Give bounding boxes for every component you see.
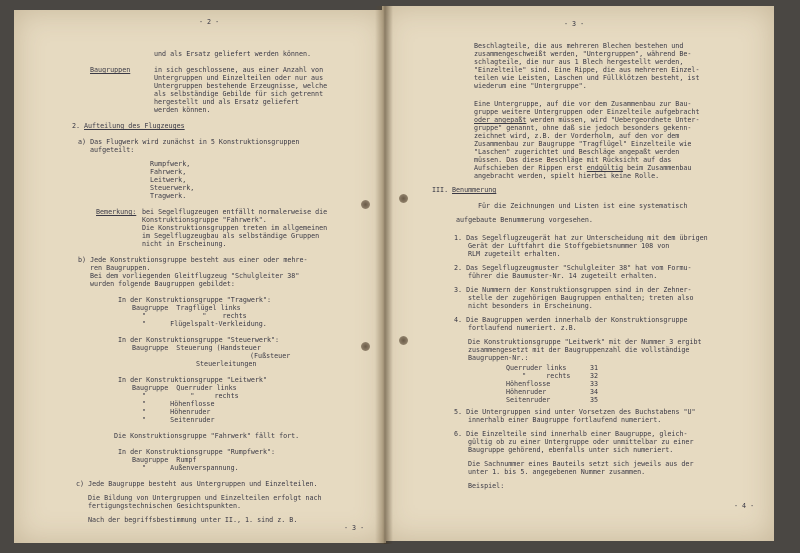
text-line: bei Segelflugzeugen entfällt normalerweise die <box>142 208 328 216</box>
text-line: zusammengeschweißt werden, "Untergruppen", während Be- <box>474 50 692 58</box>
underlined-text: oder angepaßt <box>474 116 527 124</box>
text-line: teilen wie Leisten, Laschen und Füllklötzen besteht, ist <box>474 74 700 82</box>
text-line: stelle der zugehörigen Baugruppen enthalten; treten also <box>468 294 694 302</box>
text-line: Beschlagteile, die aus mehreren Blechen bestehen und <box>474 42 684 50</box>
text-line: aufgebaute Benummerung vorgesehen. <box>456 216 593 224</box>
text-line: Untergruppen bestehende Erzeugnisse, welche <box>154 82 328 90</box>
page-header: - 2 - <box>199 18 220 26</box>
text-line: " Flügelspalt-Verkleidung. <box>142 320 267 328</box>
text-line: Untergruppen und Einzelteilen oder nur aus <box>154 74 324 82</box>
text-line: " " rechts <box>142 312 247 320</box>
text-line: werden können. <box>154 106 211 114</box>
text-line: Steuerleitungen <box>196 360 257 368</box>
left-page <box>14 10 386 543</box>
text-line: " Außenverspannung. <box>142 464 239 472</box>
text-line: Die Konstruktionsgruppe "Leitwerk" mit der Nummer 3 ergibt <box>468 338 702 346</box>
text-line: fortlaufend numeriert. z.B. <box>468 324 577 332</box>
text-line: fertigungstechnischen Gesichtspunkten. <box>88 502 241 510</box>
text-line: In der Konstruktionsgruppe "Leitwerk" <box>118 376 267 384</box>
punch-hole <box>361 200 370 209</box>
text-line: führer die Baumuster-Nr. 14 zugeteilt erhalten. <box>468 272 658 280</box>
section-title: Benummerung <box>452 186 497 194</box>
table-row-name: Höhenflosse <box>506 380 551 388</box>
table-row-number: 32 <box>590 372 599 380</box>
text-line: zusammengesetzt mit der Baugruppenzahl die vollständige <box>468 346 690 354</box>
text-line: Baugruppe gehörend, ebenfalls unter sich numeriert. <box>468 446 674 454</box>
text-line: Die Konstruktionsgruppe "Fahrwerk" fällt fort. <box>114 432 300 440</box>
punch-hole <box>399 194 408 203</box>
text-line: "Laschen" zugerichtet und Beschläge angepaßt werden <box>474 148 680 156</box>
text-line: schlagteile, die nur aus 1 Blech hergestellt werden, <box>474 58 684 66</box>
table-row-number: 31 <box>590 364 599 372</box>
text-line: zeichnet wird, z.B. der Vorderholm, auf den vor dem <box>474 132 680 140</box>
text-line: Die Sachnummer eines Bauteils setzt sich jeweils aus der <box>468 460 694 468</box>
punch-hole <box>399 336 408 345</box>
text-line: Baugruppe Tragflügel links <box>132 304 241 312</box>
text-line: Nach der begriffsbestimmung unter II., 1. sind z. B. <box>88 516 298 524</box>
right-page <box>382 6 774 541</box>
text-line: als selbständige Gebilde für sich getrennt <box>154 90 324 98</box>
list-item: Leitwerk, <box>150 176 187 184</box>
table-row-name: Seitenruder <box>506 396 551 404</box>
underlined-text: endgültig <box>586 164 623 172</box>
text-line: Beispiel: <box>468 482 505 490</box>
text-line: 2. Das Segelflugzeugmuster "Schulgleiter 38" hat vom Formu- <box>454 264 692 272</box>
text-line: aufgeteilt: <box>90 146 135 154</box>
text-line: oder angepaßt werden müssen, wird "Uebergeordnete Unter- <box>474 116 700 124</box>
text-line: gruppe weitere Untergruppen oder Einzelteile aufgebracht <box>474 108 700 116</box>
table-row-name: " rechts <box>506 372 571 380</box>
text-line: a) Das Flugwerk wird zunächst in 5 Konstruktionsgruppen <box>78 138 300 146</box>
table-row-name: Höhenruder <box>506 388 547 396</box>
table-row-number: 34 <box>590 388 599 396</box>
section-number: III. <box>432 186 449 194</box>
text-line: ren Baugruppen. <box>90 264 151 272</box>
section-title: Aufteilung des Flugzeuges <box>84 122 185 130</box>
text-line: " " rechts <box>142 392 239 400</box>
text-line: Baugruppe Querruder links <box>132 384 237 392</box>
table-row-number: 33 <box>590 380 599 388</box>
book-spine <box>375 6 393 544</box>
text-line: und als Ersatz geliefert werden können. <box>154 50 312 58</box>
text-line: 6. Die Einzelteile sind innerhalb einer Baugruppe, gleich- <box>454 430 688 438</box>
text-line: Für die Zeichnungen und Listen ist eine systematisch <box>478 202 688 210</box>
text-line: In der Konstruktionsgruppe "Rumpfwerk": <box>118 448 276 456</box>
text-line: c) Jede Baugruppe besteht aus Untergruppen und Einzelteilen. <box>76 480 318 488</box>
text-line: in sich geschlossene, aus einer Anzahl von <box>154 66 324 74</box>
list-item: Rumpfwerk, <box>150 160 191 168</box>
text-line: b) Jede Konstruktionsgruppe besteht aus einer oder mehre- <box>78 256 308 264</box>
term-label: Baugruppen <box>90 66 131 74</box>
text-line: 1. Das Segelflugzeugerät hat zur Unterscheidung mit dem übrigen <box>454 234 708 242</box>
text-line: Gerät der Luftfahrt die Stoffgebietsnummer 108 von <box>468 242 670 250</box>
text-line: im Segelflugzeugbau als selbständige Gruppen <box>142 232 320 240</box>
text-line: " Höhenruder <box>142 408 211 416</box>
list-item: Fahrwerk, <box>150 168 187 176</box>
text-line: Baugruppe Steuerung (Handsteuer <box>132 344 261 352</box>
text-line: RLM zugeteilt erhalten. <box>468 250 561 258</box>
list-item: Steuerwerk, <box>150 184 195 192</box>
text-line: " Höhenflosse <box>142 400 215 408</box>
text-line: nicht in Erscheinung. <box>142 240 227 248</box>
text-line: Eine Untergruppe, auf die vor dem Zusammenbau zur Bau- <box>474 100 692 108</box>
text-line: 5. Die Untergruppen sind unter Vorsetzen des Buchstabens "U" <box>454 408 696 416</box>
page-header: - 3 - <box>564 20 585 28</box>
text-line: " Seitenruder <box>142 416 215 424</box>
text-line: nicht besonders in Erscheinung. <box>468 302 593 310</box>
text-line: "Einzelteile" sind. Eine Rippe, die aus mehreren Einzel- <box>474 66 700 74</box>
text-line: 3. Die Nummern der Konstruktionsgruppen sind in der Zehner- <box>454 286 692 294</box>
page-footer: - 4 - <box>734 502 755 510</box>
table-row-number: 35 <box>590 396 599 404</box>
text-line: In der Konstruktionsgruppe "Steuerwerk": <box>118 336 280 344</box>
text-line: müssen. Das diese Beschläge mit Rücksicht auf das <box>474 156 672 164</box>
remark-label: Bemerkung: <box>96 208 137 216</box>
text-line: Die Konstruktionsgruppen treten im allgemeinen <box>142 224 328 232</box>
section-number: 2. <box>72 122 81 130</box>
text-line: Konstruktionsgruppe "Fahrwerk". <box>142 216 267 224</box>
text-line: Zusammenbau zur Baugruppe "Tragflügel" Einzelteile wie <box>474 140 692 148</box>
text-line: 4. Die Baugruppen werden innerhalb der Konstruktionsgruppe <box>454 316 688 324</box>
text-line: gültig ob zu einer Untergruppe oder unmittelbar zu einer <box>468 438 694 446</box>
text-line: hergestellt und als Ersatz geliefert <box>154 98 299 106</box>
text-line: innerhalb einer Baugruppe fortlaufend numeriert. <box>468 416 662 424</box>
text-line: wiederum eine "Untergruppe". <box>474 82 587 90</box>
page-footer: - 3 - <box>344 524 365 532</box>
text-line: Baugruppen-Nr.: <box>468 354 529 362</box>
text-line: Baugruppe Rumpf <box>132 456 197 464</box>
text-line: Aufschieben der Rippen erst endgültig beim Zusammenbau <box>474 164 692 172</box>
text-line: unter 1. bis 5. angegebenen Nummer zusammen. <box>468 468 646 476</box>
text-line: In der Konstruktionsgruppe "Tragwerk": <box>118 296 271 304</box>
text-line: Bei dem vorliegenden Gleitflugzeug "Schulgleiter 38" <box>90 272 300 280</box>
text-line: (Fußsteuer <box>250 352 291 360</box>
text-line: Die Bildung von Untergruppen und Einzelteilen erfolgt nach <box>88 494 322 502</box>
text-line: angebracht werden, spielt hierbei keine Rolle. <box>474 172 660 180</box>
text-line: gruppe" genannt, ohne daß sie jedoch besonders gekenn- <box>474 124 692 132</box>
text-line: wurden folgende Baugruppen gebildet: <box>90 280 235 288</box>
punch-hole <box>361 342 370 351</box>
list-item: Tragwerk. <box>150 192 187 200</box>
table-row-name: Querruder links <box>506 364 567 372</box>
